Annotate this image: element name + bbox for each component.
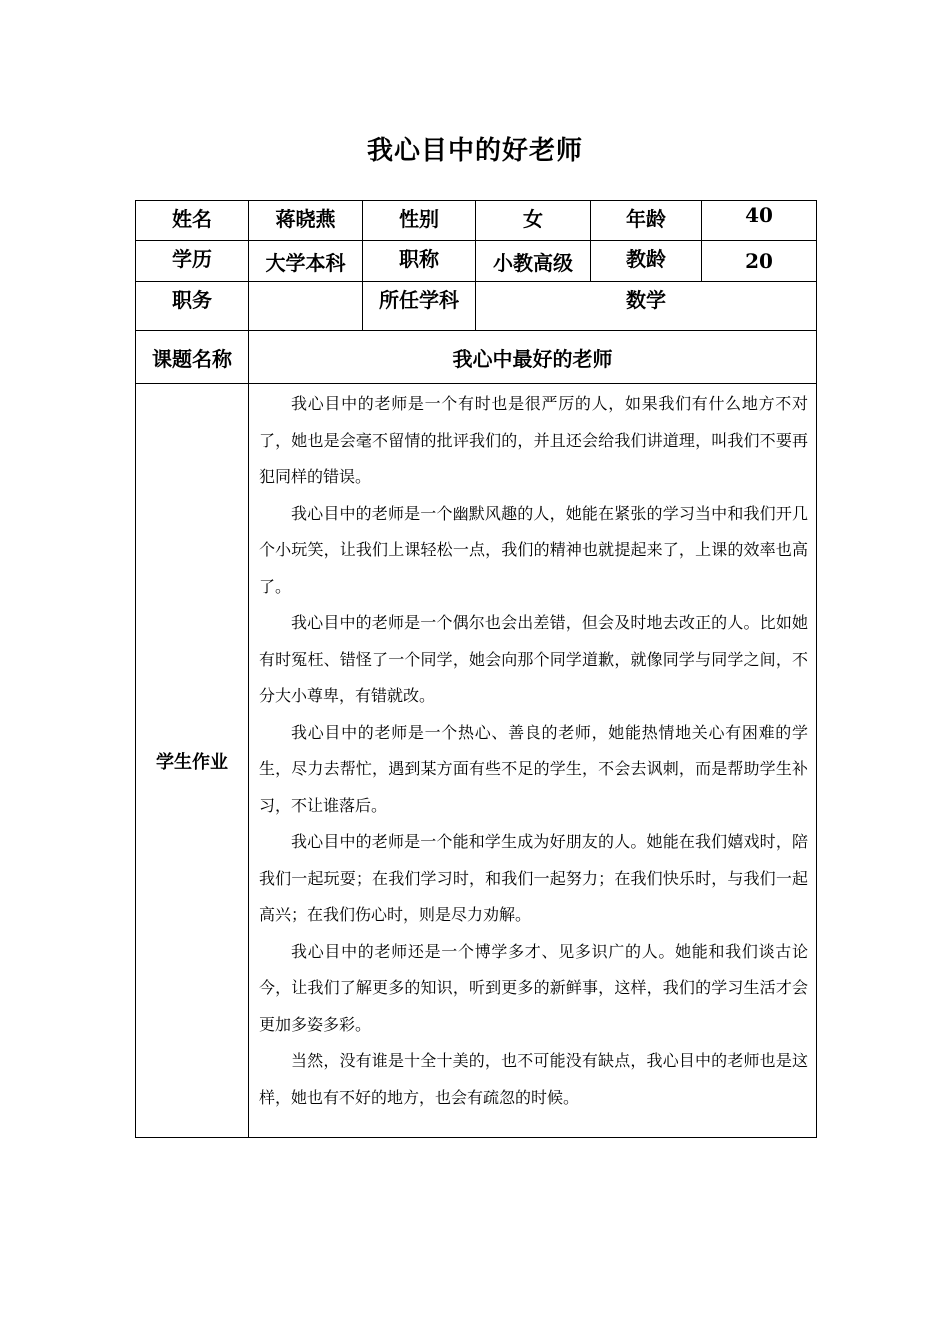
age-value: 40	[702, 201, 817, 241]
position-value	[249, 282, 363, 331]
essay-paragraph: 我心目中的老师是一个有时也是很严厉的人，如果我们有什么地方不对了，她也是会毫不留情的批评我们的，并且还会给我们讲道理，叫我们不要再犯同样的错误。	[259, 394, 808, 486]
position-label: 职务	[136, 282, 249, 331]
table-row	[136, 282, 817, 331]
essay-paragraph: 我心目中的老师是一个能和学生成为好朋友的人。她能在我们嬉戏时，陪我们一起玩耍；在我们学习时，和我们一起努力；在我们快乐时，与我们一起高兴；在我们伤心时，则是尽力劝解。	[259, 832, 808, 924]
essay-paragraph: 我心目中的老师是一个偶尔也会出差错，但会及时地去改正的人。比如她有时冤枉、错怪了一个同学，她会向那个同学道歉，就像同学与同学之间，不分大小尊卑，有错就改。	[259, 613, 808, 705]
table-row	[136, 384, 817, 1138]
education-value: 大学本科	[249, 241, 363, 282]
gender-value: 女	[476, 201, 591, 241]
name-label: 姓名	[136, 201, 249, 241]
topic-label: 课题名称	[136, 331, 249, 384]
name-value: 蒋晓燕	[249, 201, 363, 241]
assignment-label: 学生作业	[136, 384, 249, 1138]
gender-label: 性别	[363, 201, 476, 241]
rank-label: 职称	[363, 241, 476, 282]
table-row	[136, 331, 817, 384]
age-label: 年龄	[591, 201, 702, 241]
teacher-info-table	[135, 200, 817, 1138]
topic-value: 我心中最好的老师	[249, 331, 817, 384]
essay-body	[249, 384, 817, 1138]
rank-value: 小教高级	[476, 241, 591, 282]
document-title: 我心目中的好老师	[366, 136, 583, 166]
teaching-years-value: 20	[702, 241, 817, 282]
essay-paragraph: 我心目中的老师还是一个博学多才、见多识广的人。她能和我们谈古论今，让我们了解更多的知识，听到更多的新鲜事，这样，我们的学习生活才会更加多姿多彩。	[259, 941, 808, 1034]
essay-paragraph: 当然，没有谁是十全十美的，也不可能没有缺点，我心目中的老师也是这样，她也有不好的地方，也会有疏忽的时候。	[259, 1051, 808, 1107]
subject-value: 数学	[476, 282, 817, 331]
education-label: 学历	[136, 241, 249, 282]
table-row	[136, 201, 817, 241]
subject-label: 所任学科	[363, 282, 476, 331]
essay-paragraph: 我心目中的老师是一个幽默风趣的人，她能在紧张的学习当中和我们开几个小玩笑，让我们上课轻松一点，我们的精神也就提起来了，上课的效率也高了。	[259, 503, 808, 596]
essay-paragraph: 我心目中的老师是一个热心、善良的老师，她能热情地关心有困难的学生，尽力去帮忙，遇到某方面有些不足的学生，不会去讽刺，而是帮助学生补习，不让谁落后。	[259, 722, 808, 815]
teaching-years-label: 教龄	[591, 241, 702, 282]
table-row	[136, 241, 817, 282]
